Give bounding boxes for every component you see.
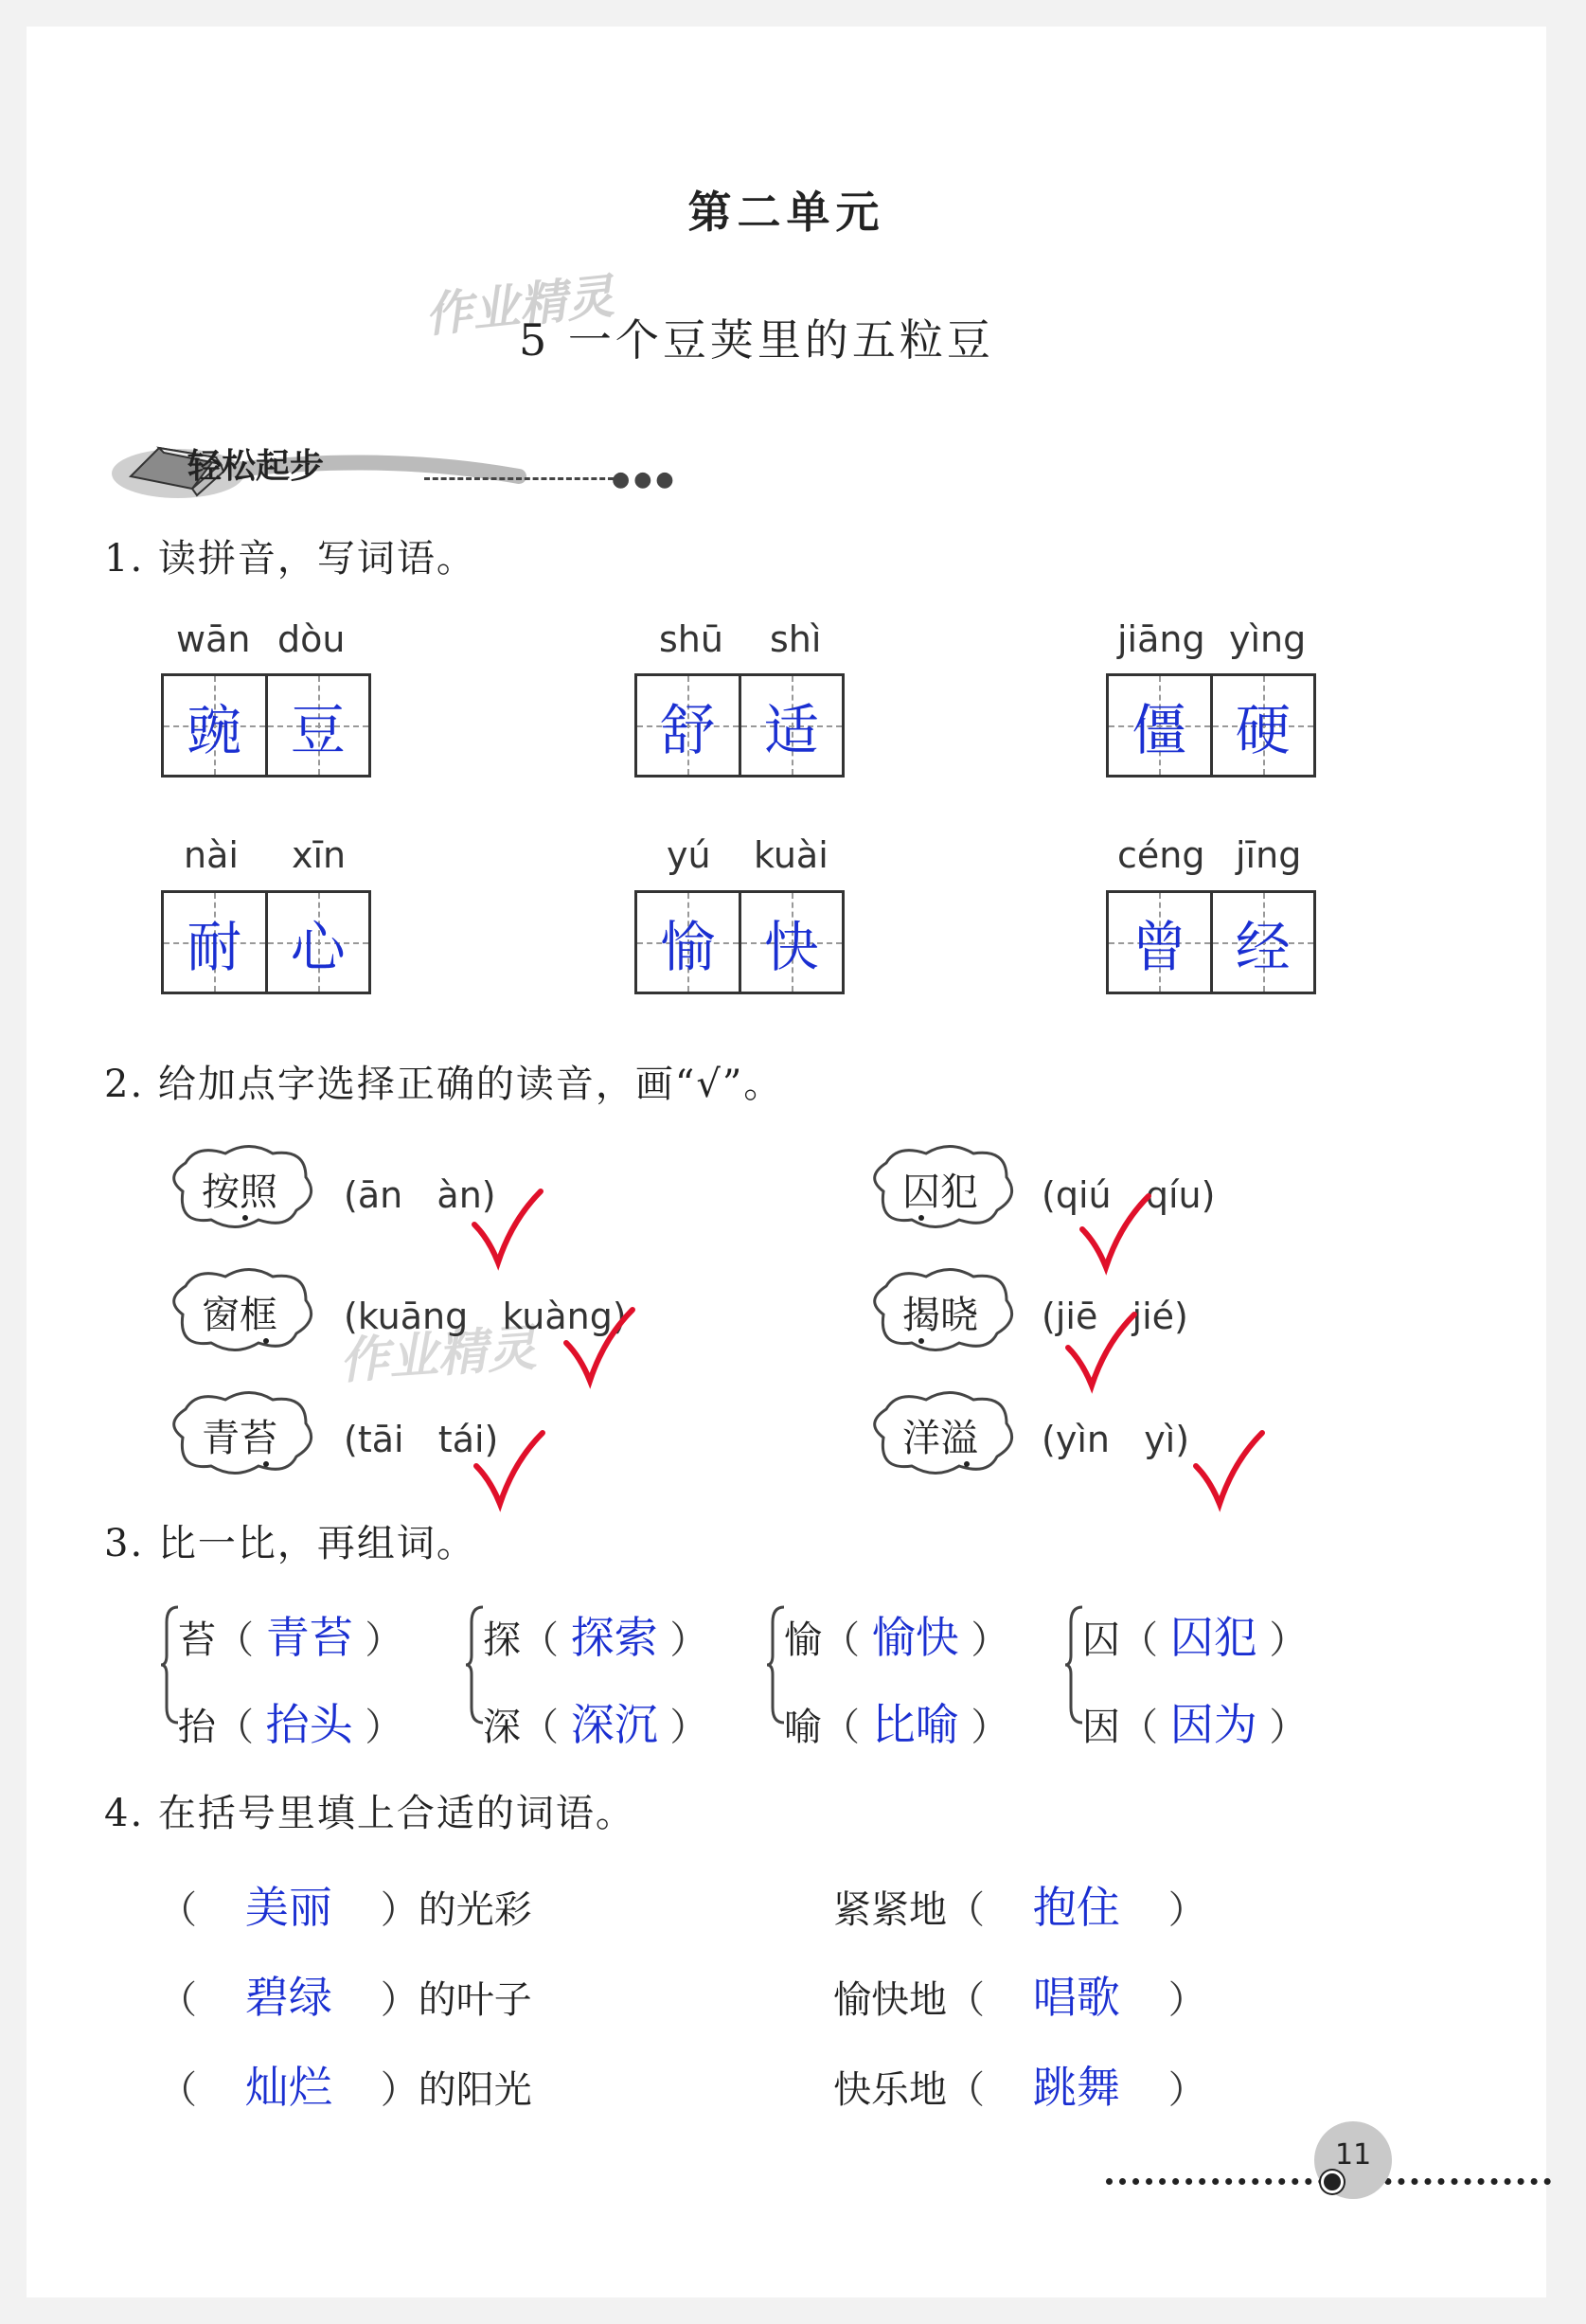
pinyin-options: (kuāng kuàng) xyxy=(344,1296,627,1337)
q2-word: 青苔 xyxy=(202,1417,277,1460)
watermark: 作业精灵 xyxy=(421,268,616,344)
answer-char: 硬 xyxy=(1235,698,1291,762)
q3-row: 深（ 深沉 ） xyxy=(483,1699,708,1750)
q4-suffix: 的叶子 xyxy=(418,1978,532,2022)
answer-word: 唱歌 xyxy=(1032,1972,1120,2023)
writing-grid xyxy=(634,890,845,994)
emphasis-dot xyxy=(263,1461,269,1467)
pinyin: dòu xyxy=(277,618,346,660)
emphasis-dot xyxy=(918,1338,924,1344)
q1-prompt: 1. 读拼音，写词语。 xyxy=(104,537,476,581)
check-mark-icon xyxy=(1191,1428,1267,1513)
answer-word: 美丽 xyxy=(244,1882,332,1933)
q3-char: 探 xyxy=(483,1618,521,1662)
emphasis-dot xyxy=(263,1338,269,1344)
answer-word: 青苔 xyxy=(265,1612,353,1663)
answer-char: 曾 xyxy=(1132,915,1187,979)
q2-word: 洋溢 xyxy=(902,1417,978,1460)
answer-word: 愉快 xyxy=(871,1612,959,1663)
answer-word: 囚犯 xyxy=(1169,1612,1257,1663)
q4-row: 愉快地（ 唱歌 ） xyxy=(833,1972,1206,2023)
q2-word: 囚犯 xyxy=(902,1171,978,1214)
q3-row: 抬（ 抬头 ） xyxy=(178,1699,403,1750)
q2-word: 揭晓 xyxy=(902,1294,978,1337)
answer-word: 深沉 xyxy=(570,1699,658,1750)
q3-row: 囚（ 囚犯 ） xyxy=(1082,1612,1308,1663)
emphasis-dot xyxy=(242,1215,248,1221)
q4-suffix: 的阳光 xyxy=(418,2068,532,2112)
pinyin-options: (jiē jié) xyxy=(1042,1296,1188,1337)
check-mark-icon xyxy=(1063,1310,1139,1395)
q2-word: 按照 xyxy=(202,1171,277,1214)
word-cloud xyxy=(159,1385,320,1480)
unit-title: 第二单元 xyxy=(687,187,885,238)
q3-char: 深 xyxy=(483,1706,521,1749)
word-cloud xyxy=(159,1262,320,1357)
word-cloud xyxy=(860,1262,1021,1357)
answer-word: 探索 xyxy=(570,1612,658,1663)
q3-char: 因 xyxy=(1082,1706,1120,1749)
answer-char: 豆 xyxy=(290,698,346,762)
answer-char: 适 xyxy=(763,698,819,762)
pinyin: yìng xyxy=(1229,618,1307,660)
q4-row: （ 灿烂 ）的阳光 xyxy=(159,2062,532,2113)
answer-word: 灿烂 xyxy=(244,2062,332,2113)
answer-word: 碧绿 xyxy=(244,1972,332,2023)
q3-row: 喻（ 比喻 ） xyxy=(784,1699,1009,1750)
pinyin: céng xyxy=(1117,834,1205,876)
pinyin-options: (ān àn) xyxy=(344,1174,496,1216)
check-mark-icon xyxy=(1078,1191,1153,1277)
pinyin-options: (qiú qíu) xyxy=(1042,1174,1216,1216)
answer-char: 豌 xyxy=(187,698,242,762)
q4-prefix: 快乐地 xyxy=(833,2068,947,2112)
answer-word: 抱住 xyxy=(1032,1882,1120,1933)
answer-char: 耐 xyxy=(187,915,242,979)
q3-prompt: 3. 比一比，再组词。 xyxy=(104,1522,476,1565)
workbook-page xyxy=(27,27,1546,2297)
section-label: 轻松起步 xyxy=(187,447,325,486)
pinyin: jiāng xyxy=(1117,618,1205,660)
pinyin-options: (tāi tái) xyxy=(344,1419,499,1460)
q3-row: 愉（ 愉快 ） xyxy=(784,1612,1009,1663)
answer-word: 因为 xyxy=(1169,1699,1257,1750)
q3-char: 愉 xyxy=(784,1618,822,1662)
pinyin: kuài xyxy=(754,834,829,876)
q3-row: 探（ 探索 ） xyxy=(483,1612,708,1663)
answer-word: 跳舞 xyxy=(1032,2062,1120,2113)
q3-char: 囚 xyxy=(1082,1618,1120,1662)
q4-prefix: 愉快地 xyxy=(833,1978,947,2022)
answer-word: 比喻 xyxy=(871,1699,959,1750)
writing-grid xyxy=(1106,673,1316,778)
q3-row: 因（ 因为 ） xyxy=(1082,1699,1308,1750)
pinyin-options: (yìn yì) xyxy=(1042,1419,1190,1460)
watermark: 作业精灵 xyxy=(337,1319,539,1391)
answer-char: 舒 xyxy=(660,698,716,762)
answer-char: 快 xyxy=(763,915,819,979)
answer-char: 愉 xyxy=(660,915,716,979)
q4-row: 紧紧地（ 抱住 ） xyxy=(833,1882,1206,1933)
q4-suffix: 的光彩 xyxy=(418,1888,532,1932)
pinyin: nài xyxy=(184,834,239,876)
q2-prompt: 2. 给加点字选择正确的读音，画“√”。 xyxy=(104,1063,784,1106)
q3-row: 苔（ 青苔 ） xyxy=(178,1612,403,1663)
writing-grid xyxy=(1106,890,1316,994)
check-mark-icon xyxy=(561,1305,637,1390)
section-divider xyxy=(424,477,614,480)
q4-prefix: 紧紧地 xyxy=(833,1888,947,1932)
q3-char: 抬 xyxy=(178,1706,216,1749)
pinyin: shū xyxy=(659,618,723,660)
q2-word: 窗框 xyxy=(202,1294,277,1337)
emphasis-dot xyxy=(918,1215,924,1221)
page-number: 11 xyxy=(1335,2138,1372,2172)
q4-prompt: 4. 在括号里填上合适的词语。 xyxy=(104,1792,635,1835)
word-cloud xyxy=(860,1139,1021,1234)
word-cloud xyxy=(860,1385,1021,1480)
pinyin: shì xyxy=(770,618,822,660)
word-cloud xyxy=(159,1139,320,1234)
writing-grid xyxy=(161,673,371,778)
pinyin: jīng xyxy=(1236,834,1302,876)
q3-char: 喻 xyxy=(784,1706,822,1749)
lesson-title: 5 一个豆荚里的五粒豆 xyxy=(519,314,994,366)
q4-row: 快乐地（ 跳舞 ） xyxy=(833,2062,1206,2113)
q3-char: 苔 xyxy=(178,1618,216,1662)
pinyin: yú xyxy=(667,834,711,876)
q4-row: （ 碧绿 ）的叶子 xyxy=(159,1972,532,2023)
footer-dot-icon xyxy=(1321,2171,1344,2193)
answer-word: 抬头 xyxy=(265,1699,353,1750)
writing-grid xyxy=(634,673,845,778)
writing-grid xyxy=(161,890,371,994)
section-dots: ●●● xyxy=(612,468,678,492)
check-mark-icon xyxy=(470,1187,545,1272)
q4-row: （ 美丽 ）的光彩 xyxy=(159,1882,532,1933)
pinyin: xīn xyxy=(292,834,347,876)
pinyin: wān xyxy=(176,618,251,660)
check-mark-icon xyxy=(472,1428,547,1513)
emphasis-dot xyxy=(964,1461,970,1467)
answer-char: 心 xyxy=(290,915,346,979)
answer-char: 僵 xyxy=(1132,698,1187,762)
answer-char: 经 xyxy=(1235,915,1291,979)
